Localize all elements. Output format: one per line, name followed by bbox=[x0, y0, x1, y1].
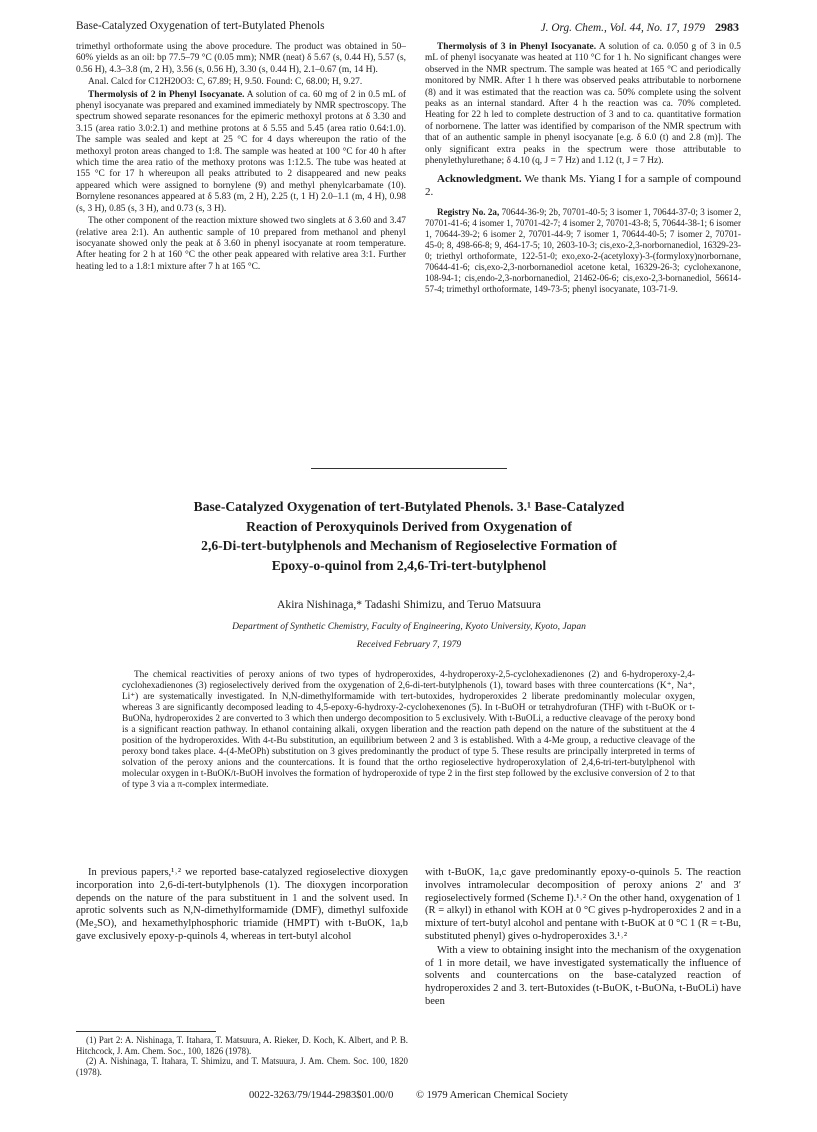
footnote: (2) A. Nishinaga, T. Itahara, T. Shimizu, and T. Matsuura, J. Am. Chem. Soc. 100, 1820 (1978). bbox=[76, 1056, 408, 1077]
section-divider bbox=[311, 468, 507, 469]
top-right-column bbox=[425, 42, 741, 296]
body-right-column bbox=[425, 867, 741, 1010]
paragraph-text: A solution of ca. 0.050 g of 3 in 0.5 mL of phenyl isocyanate was heated at 110 °C for 1 h. No significant changes were observed in the NMR spectrum. The sample was heated at 165 °C and periodically monitored by NMR. After 1 h there was observed peaks attributable to norbornene (8) and it was estimated that the reaction was ca. 50% complete using the solvent peaks as an internal standard. After 4 h the reaction was ca. 70% completed. Heating for 22 h led to complete destruction of 3 and to ca. quantitative formation of norbornene. The latter was identified by comparison of the NMR spectrum with that of an authentic sample in phenyl isocyanate [e.g. δ 6.0 (t) and 2.8 (m)]. The only significant extra peaks in the spectrum were those attributable to phenylethylurethane; δ 4.10 (q, J = 7 Hz) and 1.12 (t, J = 7 Hz). bbox=[425, 42, 741, 167]
paragraph bbox=[76, 90, 406, 215]
running-head-title: Base-Catalyzed Oxygenation of tert-Butylated Phenols bbox=[76, 20, 325, 32]
title-line: Base-Catalyzed Oxygenation of tert-Butylated Phenols. 3.¹ Base-Catalyzed bbox=[193, 499, 625, 514]
title-line: Reaction of Peroxyquinols Derived from Oxygenation of bbox=[246, 518, 572, 534]
article-title bbox=[96, 497, 722, 575]
title-line: Epoxy-o-quinol from 2,4,6-Tri-tert-butylphenol bbox=[271, 557, 547, 573]
body-left-column bbox=[76, 867, 408, 945]
running-head bbox=[76, 20, 739, 38]
top-left-column bbox=[76, 42, 406, 274]
paragraph: In previous papers,¹˒² we reported base-catalyzed regioselective dioxygen incorporation into 2,6-di-tert-butylphenols (1). The dioxygen incorporation depends on the nature of the para substituent in 1 and the solvent used. In aprotic solvents such as N,N-dimethylformamide (DMF), dimethyl sulfoxide (Me₂SO), and hexamethylphosphoric triamide (HMPT) with t-BuOK, 1a,b gave exclusively epoxy-p-quinols 4, whereas in tert-butyl alcohol bbox=[76, 867, 408, 942]
paragraph: With a view to obtaining insight into the mechanism of the oxygenation of 1 in more detail, we have investigated systematically the influence of solvents and countercations on the base-catalyzed reaction of hydroperoxides 2 and 3. tert-Butoxides (t-BuOK, t-BuONa, t-BuOLi) have been bbox=[425, 944, 741, 1007]
acknowledgment bbox=[425, 173, 741, 199]
section-heading: Thermolysis of 2 in Phenyl Isocyanate. bbox=[88, 89, 245, 100]
section-heading: Thermolysis of 3 in Phenyl Isocyanate. bbox=[437, 42, 597, 52]
registry-numbers bbox=[425, 207, 741, 295]
abstract: The chemical reactivities of peroxy anions of two types of hydroperoxides, 4-hydroperoxy-2,5-cyclohexadienones (2) and 6-hydroperoxy-2,4-cyclohexadienones (3) regioselectively derived from the oxygenation of 2,6-di-tert-butylphenols (1), toward bases with three countercations (K⁺, Na⁺, Li⁺) are systematically investigated. In N,N-dimethylformamide with tert-butoxides, hydroperoxides 2 liberate predominantly molecular oxygen, whereas 3 are significantly decomposed leading to 4,5-epoxy-6-hydroxy-2-cyclohexenones (5). In t-BuOH or tetrahydrofuran (THF) with t-BuOK or t-BuONa, hydroperoxides 2 are converted to 3 which then undergo decomposition to 5 exclusively. With t-BuOLi, a reductive cleavage of the peroxy bond is a significant reaction pathway. In ethanol containing alkali, oxygen liberation and the reaction path depend on the nature of the substituent at the 4 position of the hydroperoxides. With 4-t-Bu substitution, an equilibrium between 2 and 3 is established. With a 4-Me group, a reductive cleavage of the peroxy bond takes place. 4-(4-MeOPh) substitution on 3 gives predominantly the product of type 5. These results are principally interpreted in terms of solvation of the peroxy anions and the countercations. It is found that the ortho regioselective hydroperoxylation of 2,4,6-tri-tert-butylphenol with molecular oxygen in t-BuOK/t-BuOH involves the formation of hydroperoxide of type 2 in the first step followed by the exclusive conversion of 2 to that of type 3 via a π-complex intermediate. bbox=[122, 670, 695, 790]
registry-text: 70644-36-9; 2b, 70701-40-5; 3 isomer 1, 70644-37-0; 3 isomer 2, 70701-41-6; 4 isomer 1, 70701-42-7; 4 isomer 2, 70701-43-8; 5, 70644-38-1; 6 isomer 1, 70644-39-2; 6 isomer 2, 70701-44-9; 7 isomer 1, 70644-40-5; 7 isomer 2, 70701-45-0; 8, 498-66-8; 9, 464-17-5; 10, 2603-10-3; cis,exo-2,3-norbornanediol, 16329-23-0; triethyl orthoformate, 122-51-0; exo,exo-2-(acetyloxy)-3-(formyloxy)norbornane, 70644-41-6; cis,exo-2,3-norbornanediol acetone ketal, 16329-26-3; cyclohexanone, 108-94-1; cis,endo-2,3-norbornanediol, 21462-06-6; cis,exo-2,3-bornanediol, 56614-57-4; trimethyl orthoformate, 149-73-5; phenyl isocyanate, 103-71-9. bbox=[425, 207, 741, 295]
received-date: Received February 7, 1979 bbox=[356, 639, 462, 650]
acknowledgment-heading: Acknowledgment. bbox=[437, 173, 522, 186]
footnote: (1) Part 2: A. Nishinaga, T. Itahara, T. Matsuura, A. Rieker, D. Koch, K. Albert, and P. B. Hitchcock, J. Am. Chem. Soc., 100, 1826 (1978). bbox=[76, 1035, 408, 1056]
running-head-journal bbox=[541, 20, 739, 35]
page-number: 2983 bbox=[715, 20, 739, 34]
page-footer bbox=[76, 1090, 741, 1101]
paragraph: The other component of the reaction mixture showed two singlets at δ 3.60 and 3.47 (relative area 2:1). An authentic sample of 10 prepared from methanol and phenyl isocyanate showed only the peak at δ 3.60 in phenyl isocyanate at room temperature. After heating for 2 h at 160 °C the other peak appeared with relative area 3:1. Further heating led to a 1.8:1 mixture after 7 h at 165 °C. bbox=[76, 216, 406, 272]
registry-heading: Registry No. 2a, bbox=[437, 207, 500, 218]
paragraph bbox=[425, 42, 741, 167]
affiliation: Department of Synthetic Chemistry, Faculty of Engineering, Kyoto University, Kyoto, Japan bbox=[232, 621, 586, 632]
authors: Akira Nishinaga,* Tadashi Shimizu, and Teruo Matsuura bbox=[277, 598, 541, 611]
paragraph: with t-BuOK, 1a,c gave predominantly epoxy-o-quinols 5. The reaction involves intramolecular decomposition of peroxy anions 2′ and 3′ regioselectively formed (Scheme I).¹˒² On the other hand, oxygenation of 1 (R = alkyl) in ethanol with KOH at 0 °C gives p-hydroperoxides 2 and in a mixture of tert-butyl alcohol and pentane with t-BuOK at 0 °C 1 (R = t-Bu, substituted phenyl) gives o-hydroperoxides 3.¹˒² bbox=[425, 867, 741, 942]
paragraph: Anal. Calcd for C12H20O3: C, 67.89; H, 9.50. Found: C, 68.00; H, 9.27. bbox=[88, 77, 363, 88]
article-code: 0022-3263/79/1944-2983$01.00/0 bbox=[248, 1090, 394, 1101]
paragraph: trimethyl orthoformate using the above procedure. The product was obtained in 50–60% yields as an oil: bp 77.5–79 °C (0.05 mm); NMR (neat) δ 5.67 (s, 0.44 H), 5.57 (s, 0.56 H), 4.3–3.8 (m, 2 H), 3.56 (s, 0.56 H), 3.30 (s, 0.44 H), 2.1–0.67 (m, 14 H). bbox=[76, 42, 406, 75]
title-line: 2,6-Di-tert-butylphenols and Mechanism of Regioselective Formation of bbox=[201, 538, 617, 554]
footnote-divider bbox=[76, 1031, 216, 1032]
copyright: © 1979 American Chemical Society bbox=[415, 1090, 569, 1101]
paragraph-text: A solution of ca. 60 mg of 2 in 0.5 mL of phenyl isocyanate was prepared and examined immediately by NMR spectroscopy. The spectrum showed separate resonances for the epimeric methoxyl protons at δ 3.30 and 3.15 (area ratio 3.0:2.1) and methine protons at δ 5.55 and 5.45 (area ratio 0.64:1.0). The sample was sealed and kept at 25 °C for 4 days whereupon the ratio of the methoxyl proton areas changed to 1:8. The sample was heated at 100 °C for 40 h after which time the area ratio of the methoxy protons was 1:12.5. The tube was heated at 155 °C for 17 h whereupon all peaks attributed to 2 disappeared and new peaks appeared which were assigned to bornylene (9) and methyl phenylcarbamate (10). Bornylene resonances appeared at δ 5.83 (m, 2 H), 2.25 (t, 1 H) 2.0–1.1 (m, 4 H), 0.98 (s, 3 H), 0.85 (s, 3 H), and 0.73 (s, 3 H). bbox=[76, 89, 407, 214]
footnotes bbox=[76, 1035, 408, 1077]
acknowledgment-text: We thank Ms. Yiang I for a sample of compound 2. bbox=[425, 173, 741, 199]
journal-citation: J. Org. Chem., Vol. 44, No. 17, 1979 bbox=[540, 22, 705, 34]
